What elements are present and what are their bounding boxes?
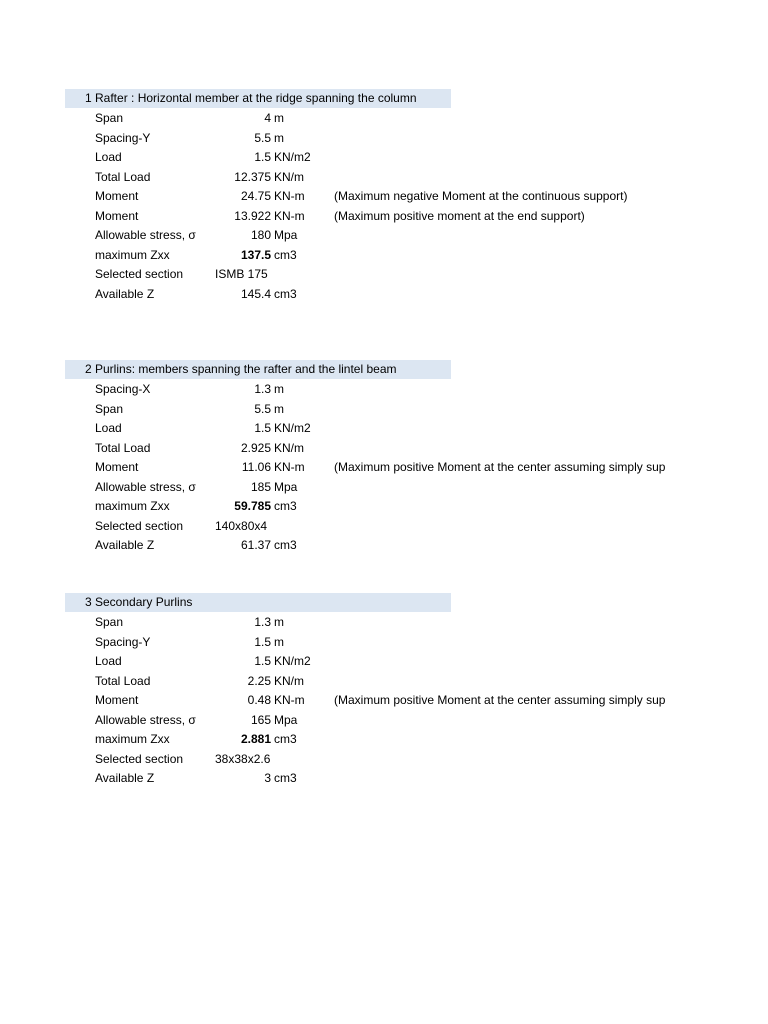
row-value: ISMB 175	[215, 267, 268, 281]
row-label: Available Z	[95, 771, 155, 785]
section-header: 1 Rafter : Horizontal member at the ridge spanning the column	[65, 89, 451, 108]
row-unit: KN/m2	[274, 150, 311, 164]
row-label: Load	[95, 654, 122, 668]
row-note: (Maximum positive moment at the end support)	[334, 208, 585, 223]
row-value: 2.925	[240, 440, 271, 455]
table-row	[0, 750, 768, 770]
row-unit: Mpa	[274, 712, 298, 727]
table-row	[0, 419, 768, 439]
row-label: Selected section	[95, 518, 184, 533]
row-label: Allowable stress, σ	[95, 712, 196, 727]
row-unit: m	[274, 634, 284, 649]
row-unit: KN-m	[274, 208, 305, 223]
row-value: 12.375	[234, 169, 271, 184]
row-label: Spacing-X	[95, 382, 151, 396]
table-row	[0, 400, 768, 420]
row-value: 165	[250, 712, 271, 727]
row-value: 59.785	[234, 499, 271, 513]
table-row	[0, 439, 768, 459]
row-value: 2.881	[240, 732, 271, 746]
table-row	[0, 711, 768, 731]
row-label: Total Load	[95, 169, 151, 184]
table-row	[0, 497, 768, 517]
row-label: Selected section	[95, 267, 184, 281]
row-label: Load	[95, 150, 122, 164]
table-row	[0, 109, 768, 129]
table-row	[0, 285, 768, 305]
table-row	[0, 730, 768, 750]
table-row	[0, 458, 768, 478]
table-row	[0, 691, 768, 711]
row-value: 180	[250, 228, 271, 242]
table-row	[0, 187, 768, 207]
row-label: Available Z	[95, 538, 155, 552]
row-label: Span	[95, 401, 124, 416]
row-unit: m	[274, 111, 284, 125]
row-value: 1.3	[254, 382, 271, 396]
row-unit: cm3	[274, 499, 297, 513]
row-note: (Maximum positive Moment at the center assuming simply sup	[334, 460, 666, 474]
row-value: 13.922	[234, 208, 271, 223]
row-unit: cm3	[274, 732, 297, 746]
data-rows	[0, 380, 768, 556]
row-unit: m	[274, 615, 284, 629]
row-label: maximum Zxx	[95, 499, 170, 513]
row-unit: KN/m	[274, 169, 304, 184]
row-unit: Mpa	[274, 479, 298, 494]
row-label: Span	[95, 615, 124, 629]
table-row	[0, 633, 768, 653]
row-value: 1.5	[254, 150, 271, 164]
row-value: 38x38x2.6	[215, 751, 271, 766]
row-value: 1.5	[254, 634, 271, 649]
row-label: maximum Zxx	[95, 732, 170, 746]
table-row	[0, 226, 768, 246]
row-unit: cm3	[274, 247, 297, 262]
section-header: 2 Purlins: members spanning the rafter and the lintel beam	[65, 360, 451, 379]
table-row	[0, 769, 768, 789]
row-unit: KN/m	[274, 673, 304, 688]
row-value: 1.5	[254, 421, 271, 435]
row-unit: cm3	[274, 286, 297, 301]
row-label: Selected section	[95, 751, 184, 766]
row-value: 3	[264, 771, 271, 785]
row-unit: KN/m2	[274, 654, 311, 668]
table-row	[0, 148, 768, 168]
row-value: 11.06	[241, 460, 271, 474]
row-label: Moment	[95, 208, 139, 223]
table-row	[0, 672, 768, 692]
data-rows	[0, 613, 768, 789]
row-unit: KN/m	[274, 440, 304, 455]
table-row	[0, 478, 768, 498]
row-label: Available Z	[95, 286, 155, 301]
row-label: maximum Zxx	[95, 247, 170, 262]
row-unit: m	[274, 382, 284, 396]
row-value: 1.3	[254, 615, 271, 629]
row-label: Allowable stress, σ	[95, 479, 196, 494]
row-value: 5.5	[254, 130, 271, 145]
table-row	[0, 517, 768, 537]
row-value: 61.37	[240, 538, 271, 552]
row-value: 2.25	[247, 673, 271, 688]
row-label: Total Load	[95, 673, 151, 688]
row-value: 24.75	[240, 189, 271, 203]
data-rows	[0, 109, 768, 304]
row-unit: Mpa	[274, 228, 298, 242]
row-label: Moment	[95, 189, 139, 203]
table-row	[0, 380, 768, 400]
row-unit: cm3	[274, 771, 297, 785]
row-note: (Maximum positive Moment at the center assuming simply sup	[334, 693, 666, 707]
row-unit: m	[274, 401, 284, 416]
table-row	[0, 168, 768, 188]
table-row	[0, 652, 768, 672]
row-label: Total Load	[95, 440, 151, 455]
row-unit: m	[274, 130, 284, 145]
row-value: 0.48	[247, 693, 271, 707]
row-value: 4	[264, 111, 271, 125]
row-value: 137.5	[240, 247, 271, 262]
row-note: (Maximum negative Moment at the continuous support)	[334, 189, 628, 203]
section-header: 3 Secondary Purlins	[65, 593, 451, 612]
row-unit: KN-m	[274, 189, 305, 203]
row-label: Spacing-Y	[95, 634, 151, 649]
row-value: 1.5	[254, 654, 271, 668]
row-value: 185	[250, 479, 271, 494]
row-label: Load	[95, 421, 122, 435]
row-unit: KN-m	[274, 460, 305, 474]
table-row	[0, 536, 768, 556]
table-row	[0, 246, 768, 266]
row-unit: cm3	[274, 538, 297, 552]
row-label: Span	[95, 111, 124, 125]
row-label: Allowable stress, σ	[95, 228, 196, 242]
row-label: Moment	[95, 693, 139, 707]
row-value: 145.4	[240, 286, 271, 301]
row-label: Moment	[95, 460, 139, 474]
row-value: 5.5	[254, 401, 271, 416]
table-row	[0, 613, 768, 633]
row-label: Spacing-Y	[95, 130, 151, 145]
row-unit: KN/m2	[274, 421, 311, 435]
table-row	[0, 265, 768, 285]
table-row	[0, 207, 768, 227]
table-row	[0, 129, 768, 149]
row-value: 140x80x4	[215, 518, 268, 533]
row-unit: KN-m	[274, 693, 305, 707]
